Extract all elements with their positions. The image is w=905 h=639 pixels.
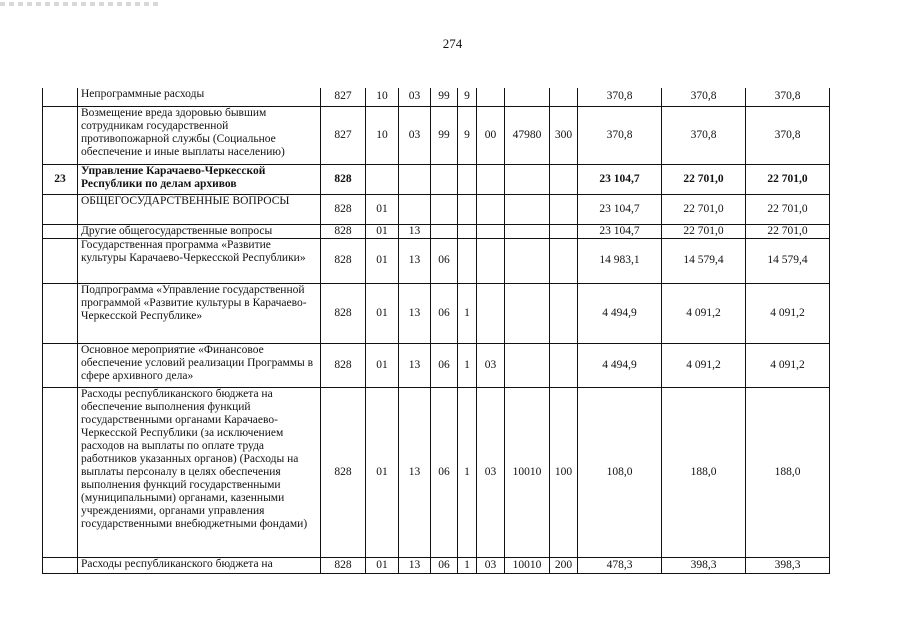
amount-year-1: 23 104,7: [578, 194, 662, 224]
code-subsection: 13: [399, 557, 431, 573]
code-expense-type: 200: [550, 557, 578, 573]
code-program: 06: [431, 283, 458, 343]
amount-year-2: 398,3: [662, 557, 746, 573]
budget-table: [42, 88, 830, 574]
code-subsection: 03: [399, 106, 431, 164]
code-section: 10: [366, 88, 399, 106]
code-expense-type: [550, 88, 578, 106]
amount-year-1: 23 104,7: [578, 224, 662, 238]
code-subsection: 13: [399, 387, 431, 557]
row-name: Другие общегосударственные вопросы: [78, 224, 321, 238]
code-direction: 10010: [505, 557, 550, 573]
code-admin: 828: [321, 224, 366, 238]
amount-year-1: 478,3: [578, 557, 662, 573]
amount-year-3: 4 091,2: [746, 283, 830, 343]
row-name: Государственная программа «Развитие культуры Карачаево-Черкесской Республики»: [78, 238, 321, 283]
code-program: 99: [431, 88, 458, 106]
code-section: 10: [366, 106, 399, 164]
row-name: Основное мероприятие «Финансовое обеспечение условий реализации Программы в сфере архивного дела»: [78, 343, 321, 387]
code-section: 01: [366, 224, 399, 238]
code-program: [431, 224, 458, 238]
code-subprogram: 1: [458, 557, 477, 573]
code-subsection: 13: [399, 343, 431, 387]
amount-year-3: 188,0: [746, 387, 830, 557]
code-activity: [477, 88, 505, 106]
code-section: 01: [366, 343, 399, 387]
amount-year-3: 4 091,2: [746, 343, 830, 387]
code-activity: 03: [477, 343, 505, 387]
row-number: [43, 283, 78, 343]
code-direction: [505, 343, 550, 387]
code-direction: 10010: [505, 387, 550, 557]
code-direction: [505, 194, 550, 224]
amount-year-1: 14 983,1: [578, 238, 662, 283]
table-row: [43, 224, 830, 238]
table-row: [43, 194, 830, 224]
amount-year-1: 23 104,7: [578, 164, 662, 194]
amount-year-2: 22 701,0: [662, 194, 746, 224]
code-program: 06: [431, 343, 458, 387]
code-subprogram: 1: [458, 387, 477, 557]
amount-year-3: 370,8: [746, 88, 830, 106]
code-subprogram: 9: [458, 106, 477, 164]
code-activity: [477, 194, 505, 224]
amount-year-1: 108,0: [578, 387, 662, 557]
table-row: [43, 343, 830, 387]
amount-year-2: 22 701,0: [662, 224, 746, 238]
code-expense-type: [550, 343, 578, 387]
amount-year-3: 370,8: [746, 106, 830, 164]
code-program: 06: [431, 557, 458, 573]
code-section: 01: [366, 557, 399, 573]
code-admin: 828: [321, 164, 366, 194]
code-section: 01: [366, 238, 399, 283]
row-name: Непрограммные расходы: [78, 88, 321, 106]
row-name: Подпрограмма «Управление государственной программой «Развитие культуры в Карачаево-Черкесской Республике»: [78, 283, 321, 343]
amount-year-2: 4 091,2: [662, 343, 746, 387]
amount-year-2: 14 579,4: [662, 238, 746, 283]
amount-year-2: 22 701,0: [662, 164, 746, 194]
code-direction: [505, 238, 550, 283]
amount-year-3: 22 701,0: [746, 194, 830, 224]
code-direction: [505, 88, 550, 106]
code-admin: 827: [321, 106, 366, 164]
code-activity: [477, 283, 505, 343]
code-subsection: 13: [399, 238, 431, 283]
amount-year-2: 4 091,2: [662, 283, 746, 343]
row-number: [43, 343, 78, 387]
code-admin: 828: [321, 238, 366, 283]
table-row: [43, 164, 830, 194]
code-subprogram: [458, 194, 477, 224]
code-expense-type: [550, 224, 578, 238]
code-activity: [477, 224, 505, 238]
table-row: [43, 387, 830, 557]
amount-year-3: 398,3: [746, 557, 830, 573]
code-expense-type: 100: [550, 387, 578, 557]
code-section: 01: [366, 387, 399, 557]
code-admin: 828: [321, 387, 366, 557]
code-subprogram: [458, 238, 477, 283]
code-program: 99: [431, 106, 458, 164]
table-row: [43, 106, 830, 164]
code-activity: [477, 164, 505, 194]
code-activity: 00: [477, 106, 505, 164]
code-section: 01: [366, 194, 399, 224]
code-activity: [477, 238, 505, 283]
code-subsection: [399, 164, 431, 194]
code-expense-type: [550, 194, 578, 224]
amount-year-2: 370,8: [662, 88, 746, 106]
row-number: [43, 238, 78, 283]
code-admin: 827: [321, 88, 366, 106]
row-name: Управление Карачаево-Черкесской Республики по делам архивов: [78, 164, 321, 194]
row-name: Возмещение вреда здоровью бывшим сотрудникам государственной противопожарной службы (Социальное обеспечение и иные выплаты населению): [78, 106, 321, 164]
table-row: [43, 557, 830, 573]
row-number: [43, 387, 78, 557]
scan-artifact: [0, 2, 160, 6]
code-direction: [505, 164, 550, 194]
code-activity: 03: [477, 387, 505, 557]
code-subsection: [399, 194, 431, 224]
code-activity: 03: [477, 557, 505, 573]
amount-year-3: 22 701,0: [746, 164, 830, 194]
table-row: [43, 88, 830, 106]
code-subsection: 13: [399, 283, 431, 343]
code-admin: 828: [321, 194, 366, 224]
amount-year-3: 22 701,0: [746, 224, 830, 238]
code-subprogram: 9: [458, 88, 477, 106]
code-subprogram: [458, 164, 477, 194]
amount-year-2: 188,0: [662, 387, 746, 557]
page-number: 274: [442, 36, 463, 51]
code-subsection: 13: [399, 224, 431, 238]
row-name: Расходы республиканского бюджета на: [78, 557, 321, 573]
row-name: ОБЩЕГОСУДАРСТВЕННЫЕ ВОПРОСЫ: [78, 194, 321, 224]
table-row: [43, 283, 830, 343]
row-number: [43, 106, 78, 164]
code-program: [431, 194, 458, 224]
code-subprogram: 1: [458, 343, 477, 387]
amount-year-2: 370,8: [662, 106, 746, 164]
code-expense-type: [550, 283, 578, 343]
code-subprogram: 1: [458, 283, 477, 343]
row-number: [43, 557, 78, 573]
table-row: [43, 238, 830, 283]
code-admin: 828: [321, 557, 366, 573]
code-section: 01: [366, 283, 399, 343]
amount-year-1: 4 494,9: [578, 343, 662, 387]
row-name: Расходы республиканского бюджета на обеспечение выполнения функций государственными органами Карачаево-Черкесской Республики (за исключением расходов на выплаты по оплате труда работников указанных органов) (Расходы на выплаты персоналу в целях обеспечения выполнения функций государственными (муниципальными) органами, казенными учреждениями, органами управления государственными внебюджетными фондами): [78, 387, 321, 557]
amount-year-1: 370,8: [578, 88, 662, 106]
code-program: 06: [431, 238, 458, 283]
code-section: [366, 164, 399, 194]
row-number: [43, 224, 78, 238]
amount-year-3: 14 579,4: [746, 238, 830, 283]
code-direction: 47980: [505, 106, 550, 164]
row-number: 23: [43, 164, 78, 194]
code-expense-type: 300: [550, 106, 578, 164]
code-expense-type: [550, 164, 578, 194]
code-admin: 828: [321, 283, 366, 343]
code-direction: [505, 283, 550, 343]
code-subsection: 03: [399, 88, 431, 106]
code-subprogram: [458, 224, 477, 238]
code-program: [431, 164, 458, 194]
row-number: [43, 194, 78, 224]
amount-year-1: 4 494,9: [578, 283, 662, 343]
amount-year-1: 370,8: [578, 106, 662, 164]
row-number: [43, 88, 78, 106]
code-program: 06: [431, 387, 458, 557]
code-admin: 828: [321, 343, 366, 387]
code-direction: [505, 224, 550, 238]
code-expense-type: [550, 238, 578, 283]
